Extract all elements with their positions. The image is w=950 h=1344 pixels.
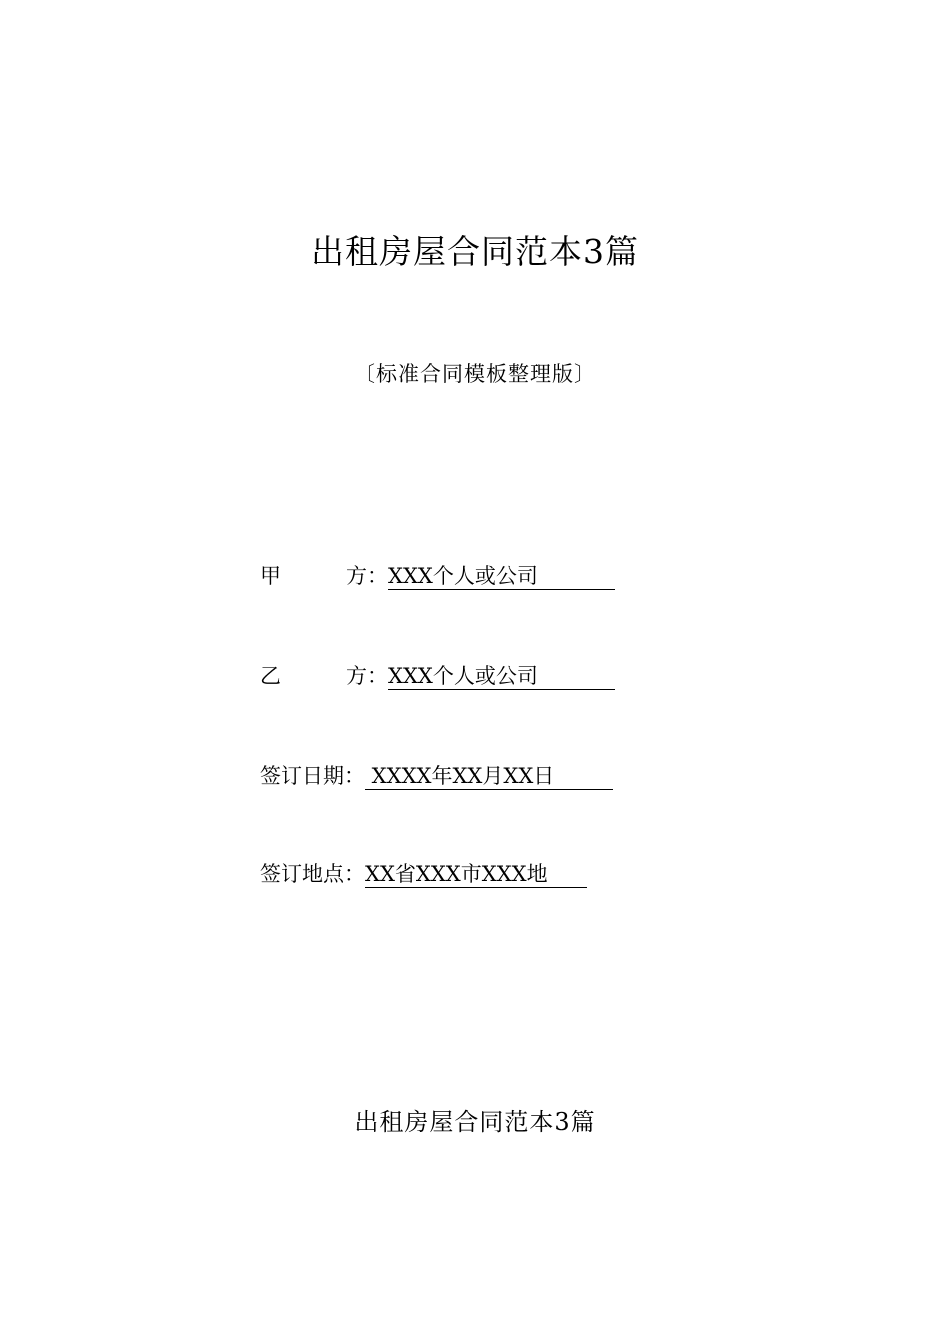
party-a-label — [260, 560, 388, 592]
sign-date-field — [260, 760, 613, 792]
section-title: 出租房屋合同范本3篇 — [354, 1108, 596, 1136]
party-a-label-last: 方： — [346, 564, 388, 588]
document-title: 出租房屋合同范本3篇 — [311, 232, 639, 271]
sign-place-field — [260, 858, 587, 890]
party-a-value: XXX个人或公司 — [388, 563, 615, 590]
party-b-value: XXX个人或公司 — [388, 663, 615, 690]
party-b-field — [260, 660, 615, 692]
sign-date-label: 签订日期： — [260, 764, 365, 788]
party-b-label — [260, 660, 388, 692]
sign-place-value: XX省XXX市XXX地 — [365, 861, 587, 888]
document-subtitle: 〔标准合同模板整理版〕 — [354, 362, 596, 386]
sign-place-label: 签订地点： — [260, 862, 365, 886]
party-b-label-first: 乙 — [260, 664, 281, 688]
party-b-label-last: 方： — [346, 664, 388, 688]
sign-date-value: XXXX年XX月XX日 — [365, 763, 613, 790]
party-a-field — [260, 560, 615, 592]
party-a-label-first: 甲 — [260, 564, 281, 588]
